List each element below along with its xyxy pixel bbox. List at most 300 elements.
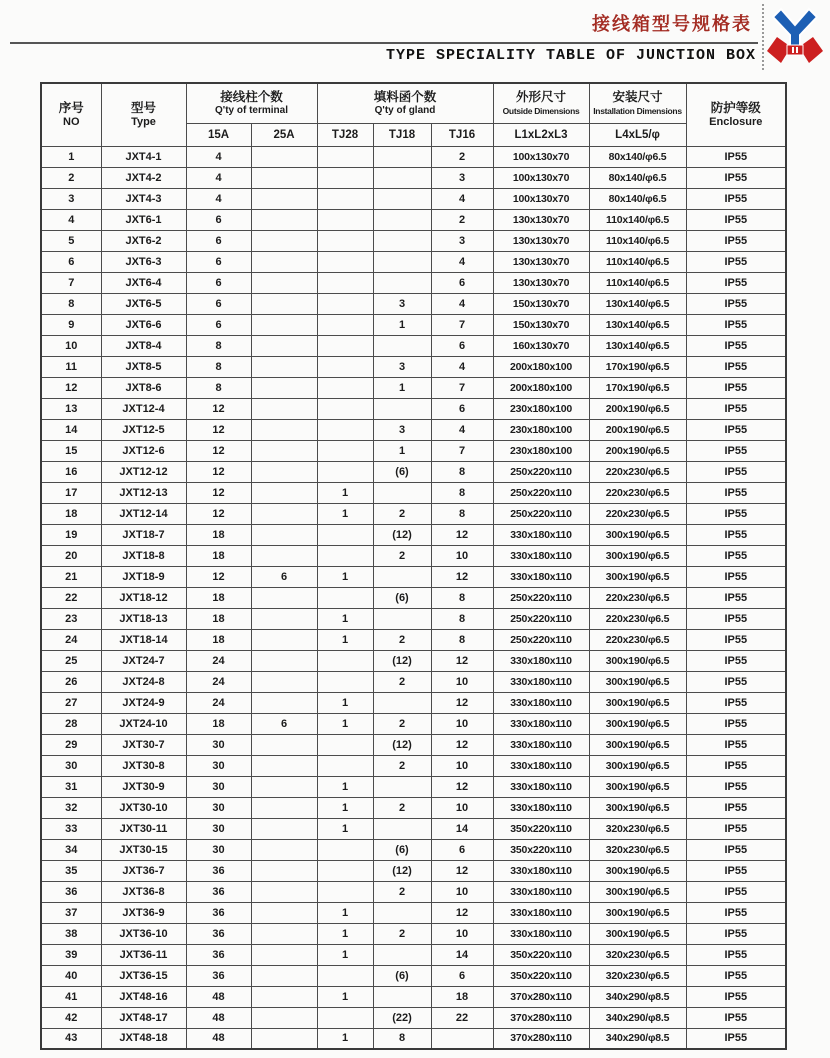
cell: 30 [186,797,251,818]
cell: 340x290/φ8.5 [589,986,686,1007]
cell: 12 [186,461,251,482]
table-row [41,713,786,734]
cell: JXT36-8 [101,881,186,902]
cell: 30 [41,755,101,776]
cell: 370x280x110 [493,1007,589,1028]
cell: 1 [317,692,373,713]
cell: 4 [431,251,493,272]
cell: 250x220x110 [493,482,589,503]
cell [317,377,373,398]
cell: 1 [317,566,373,587]
cell: 6 [431,965,493,986]
cell: JXT6-3 [101,251,186,272]
cell [251,671,317,692]
cell: 8 [431,629,493,650]
header-gland-cn: 填料函个数 [373,89,437,104]
cell [251,440,317,461]
cell: 3 [41,188,101,209]
cell [251,986,317,1007]
table-row [41,377,786,398]
cell: 48 [186,1007,251,1028]
cell: 12 [431,860,493,881]
cell: JXT18-13 [101,608,186,629]
cell: 3 [431,167,493,188]
cell: 1 [317,923,373,944]
cell: 18 [186,608,251,629]
cell: 80x140/φ6.5 [589,167,686,188]
cell: 130x130x70 [493,272,589,293]
table-row [41,839,786,860]
header-no-en: NO [63,116,80,129]
cell: IP55 [686,503,786,524]
cell [373,818,431,839]
cell [373,272,431,293]
cell: 8 [373,1028,431,1049]
table-row [41,209,786,230]
cell: IP55 [686,524,786,545]
cell: IP55 [686,293,786,314]
cell: 18 [431,986,493,1007]
table-row [41,608,786,629]
cell: IP55 [686,860,786,881]
cell: JXT12-14 [101,503,186,524]
cell [251,881,317,902]
cell: 2 [41,167,101,188]
cell [373,482,431,503]
cell: 2 [373,797,431,818]
cell [251,524,317,545]
cell: 14 [41,419,101,440]
cell [373,692,431,713]
cell: 6 [186,314,251,335]
cell: 300x190/φ6.5 [589,923,686,944]
cell: 100x130x70 [493,146,589,167]
header-no [41,83,101,146]
cell [317,587,373,608]
page-title-chinese: 接线箱型号规格表 [592,14,752,34]
cell: JXT36-10 [101,923,186,944]
header-enclosure [686,83,786,146]
table-row [41,734,786,755]
cell: 24 [186,692,251,713]
header-outside-dimensions [493,83,589,123]
cell: JXT30-15 [101,839,186,860]
cell: 220x230/φ6.5 [589,461,686,482]
cell [251,818,317,839]
table-row [41,230,786,251]
cell [317,230,373,251]
cell: 1 [373,314,431,335]
cell: JXT12-12 [101,461,186,482]
cell: 21 [41,566,101,587]
cell [373,209,431,230]
cell: 1 [317,629,373,650]
cell: 300x190/φ6.5 [589,566,686,587]
cell: 12 [431,692,493,713]
cell: IP55 [686,440,786,461]
cell: 10 [431,671,493,692]
cell: 6 [431,272,493,293]
cell: 7 [41,272,101,293]
cell: JXT12-5 [101,419,186,440]
cell: IP55 [686,881,786,902]
cell: 10 [431,713,493,734]
cell: 330x180x110 [493,797,589,818]
junction-box-spec-table [40,82,787,1050]
cell: 170x190/φ6.5 [589,377,686,398]
cell [373,251,431,272]
table-row [41,797,786,818]
table-row [41,293,786,314]
cell: 27 [41,692,101,713]
cell [317,881,373,902]
cell: (6) [373,965,431,986]
cell: IP55 [686,944,786,965]
cell: JXT18-7 [101,524,186,545]
cell: (6) [373,461,431,482]
cell: 300x190/φ6.5 [589,671,686,692]
cell [251,461,317,482]
cell [251,734,317,755]
table-row [41,944,786,965]
cell: JXT30-10 [101,797,186,818]
subheader-l1l2l3: L1xL2xL3 [493,123,589,146]
cell: 130x130x70 [493,209,589,230]
cell: IP55 [686,1007,786,1028]
cell: JXT8-4 [101,335,186,356]
cell [317,356,373,377]
cell: JXT18-12 [101,587,186,608]
cell: 31 [41,776,101,797]
cell [251,923,317,944]
cell [251,314,317,335]
cell: 8 [186,335,251,356]
cell: JXT8-5 [101,356,186,377]
cell: 220x230/φ6.5 [589,503,686,524]
cell: 200x180x100 [493,356,589,377]
cell: 43 [41,1028,101,1049]
cell: 12 [431,734,493,755]
cell [317,545,373,566]
cell [373,944,431,965]
table-row [41,902,786,923]
cell: 100x130x70 [493,167,589,188]
title-band [10,6,758,68]
cell: 200x180x100 [493,377,589,398]
cell: JXT48-18 [101,1028,186,1049]
cell [317,251,373,272]
table-row [41,251,786,272]
cell [251,377,317,398]
cell: 6 [186,251,251,272]
cell: 1 [317,776,373,797]
cell: 30 [186,776,251,797]
cell: JXT24-8 [101,671,186,692]
cell [251,860,317,881]
cell: 33 [41,818,101,839]
cell: 350x220x110 [493,965,589,986]
cell [251,650,317,671]
cell: 12 [186,503,251,524]
page-title-english: TYPE SPECIALITY TABLE OF JUNCTION BOX [385,47,756,64]
cell [317,671,373,692]
cell: 320x230/φ6.5 [589,818,686,839]
header-enclosure-en: Enclosure [709,116,763,129]
cell [251,230,317,251]
cell: 8 [186,356,251,377]
cell: 110x140/φ6.5 [589,272,686,293]
cell: 80x140/φ6.5 [589,188,686,209]
cell: IP55 [686,251,786,272]
cell: IP55 [686,419,786,440]
cell: 250x220x110 [493,461,589,482]
cell: 8 [431,482,493,503]
cell [251,965,317,986]
cell: JXT18-8 [101,545,186,566]
cell: 300x190/φ6.5 [589,650,686,671]
cell: 6 [186,230,251,251]
cell: 4 [186,188,251,209]
table-row [41,755,786,776]
cell [317,419,373,440]
cell: IP55 [686,965,786,986]
cell: 6 [186,272,251,293]
cell: 230x180x100 [493,419,589,440]
cell: 10 [41,335,101,356]
cell [251,608,317,629]
cell [317,146,373,167]
cell [317,272,373,293]
cell: 350x220x110 [493,944,589,965]
cell: 1 [317,1028,373,1049]
cell: 36 [186,965,251,986]
cell: 12 [186,566,251,587]
cell: 4 [431,188,493,209]
cell [251,1028,317,1049]
cell: JXT36-7 [101,860,186,881]
cell: 12 [41,377,101,398]
cell: IP55 [686,797,786,818]
cell: 330x180x110 [493,671,589,692]
cell: 110x140/φ6.5 [589,251,686,272]
cell: 330x180x110 [493,713,589,734]
cell: 1 [317,482,373,503]
cell [251,839,317,860]
table-row [41,776,786,797]
subheader-15a: 15A [186,123,251,146]
cell: (12) [373,860,431,881]
cell: 10 [431,755,493,776]
cell: 3 [373,293,431,314]
cell: 30 [186,734,251,755]
cell: 4 [186,167,251,188]
header-install-en: Installation Dimensions [593,105,682,116]
table-body [41,146,786,1049]
cell: 36 [41,881,101,902]
cell: 38 [41,923,101,944]
cell: (12) [373,524,431,545]
cell [317,650,373,671]
cell: 3 [373,419,431,440]
cell: IP55 [686,461,786,482]
table-row [41,356,786,377]
cell: 12 [431,902,493,923]
cell: 330x180x110 [493,902,589,923]
cell: 12 [431,566,493,587]
cell: JXT24-9 [101,692,186,713]
cell: 330x180x110 [493,860,589,881]
cell: 36 [186,902,251,923]
cell: 12 [186,419,251,440]
header-terminal-en: Q'ty of terminal [215,104,288,116]
cell [251,209,317,230]
cell: JXT6-1 [101,209,186,230]
cell: 12 [186,482,251,503]
subheader-tj18: TJ18 [373,123,431,146]
subheader-25a: 25A [251,123,317,146]
cell: IP55 [686,398,786,419]
cell: 1 [317,608,373,629]
cell: 110x140/φ6.5 [589,230,686,251]
cell: 330x180x110 [493,524,589,545]
cell: 200x190/φ6.5 [589,419,686,440]
header-installation-dimensions [589,83,686,123]
table-row [41,671,786,692]
cell: JXT30-11 [101,818,186,839]
cell: 29 [41,734,101,755]
header-terminal-group [186,83,317,123]
cell [251,398,317,419]
cell [251,692,317,713]
cell: JXT36-15 [101,965,186,986]
cell: 37 [41,902,101,923]
cell: IP55 [686,692,786,713]
cell: 300x190/φ6.5 [589,545,686,566]
cell: JXT12-4 [101,398,186,419]
table-row [41,566,786,587]
cell: 30 [186,818,251,839]
header-type-cn: 型号 [130,101,156,116]
cell [317,293,373,314]
cell: 35 [41,860,101,881]
cell: 22 [41,587,101,608]
cell: 300x190/φ6.5 [589,776,686,797]
cell: 9 [41,314,101,335]
table-row [41,965,786,986]
cell: 32 [41,797,101,818]
cell [373,230,431,251]
cell [251,167,317,188]
title-divider [10,42,758,44]
cell [251,146,317,167]
cell: 6 [186,293,251,314]
cell [251,482,317,503]
cell: 2 [373,881,431,902]
cell: IP55 [686,608,786,629]
cell: 6 [431,398,493,419]
cell: IP55 [686,818,786,839]
cell: JXT4-2 [101,167,186,188]
cell: 25 [41,650,101,671]
cell: 30 [186,755,251,776]
table-row [41,545,786,566]
cell: 330x180x110 [493,566,589,587]
cell: 20 [41,545,101,566]
cell: IP55 [686,209,786,230]
cell [251,944,317,965]
table-row [41,587,786,608]
cell: 10 [431,881,493,902]
cell: 230x180x100 [493,440,589,461]
cell: 200x190/φ6.5 [589,440,686,461]
cell [317,335,373,356]
cell [251,902,317,923]
cell: 8 [431,461,493,482]
cell: IP55 [686,314,786,335]
cell: 330x180x110 [493,734,589,755]
cell: 330x180x110 [493,776,589,797]
cell: 4 [431,419,493,440]
cell: JXT6-6 [101,314,186,335]
cell [317,839,373,860]
cell: IP55 [686,566,786,587]
cell: 300x190/φ6.5 [589,902,686,923]
cell: JXT24-10 [101,713,186,734]
cell: 160x130x70 [493,335,589,356]
subheader-tj28: TJ28 [317,123,373,146]
table-row [41,314,786,335]
cell: 340x290/φ8.5 [589,1028,686,1049]
cell: JXT6-4 [101,272,186,293]
cell: 3 [373,356,431,377]
table-row [41,419,786,440]
header-outside-cn: 外形尺寸 [516,89,567,104]
cell [317,1007,373,1028]
cell: 1 [373,377,431,398]
cell [251,503,317,524]
header-type-en: Type [131,116,156,129]
cell: 330x180x110 [493,692,589,713]
table-row [41,524,786,545]
cell: (22) [373,1007,431,1028]
cell: 4 [431,293,493,314]
cell: 1 [317,944,373,965]
cell: 1 [317,902,373,923]
cell: 12 [431,776,493,797]
cell: IP55 [686,1028,786,1049]
cell: 6 [251,566,317,587]
header-enclosure-cn: 防护等级 [710,101,761,116]
cell: 300x190/φ6.5 [589,713,686,734]
cell: 4 [41,209,101,230]
table-row [41,167,786,188]
cell [251,251,317,272]
cell [251,272,317,293]
cell: 12 [431,524,493,545]
cell [431,1028,493,1049]
cell: 15 [41,440,101,461]
cell: 1 [317,986,373,1007]
cell [373,146,431,167]
cell: 2 [373,671,431,692]
cell: 8 [431,608,493,629]
cell: 130x140/φ6.5 [589,314,686,335]
cell [251,755,317,776]
cell: 300x190/φ6.5 [589,755,686,776]
cell: 7 [431,377,493,398]
cell [317,734,373,755]
cell: 6 [41,251,101,272]
